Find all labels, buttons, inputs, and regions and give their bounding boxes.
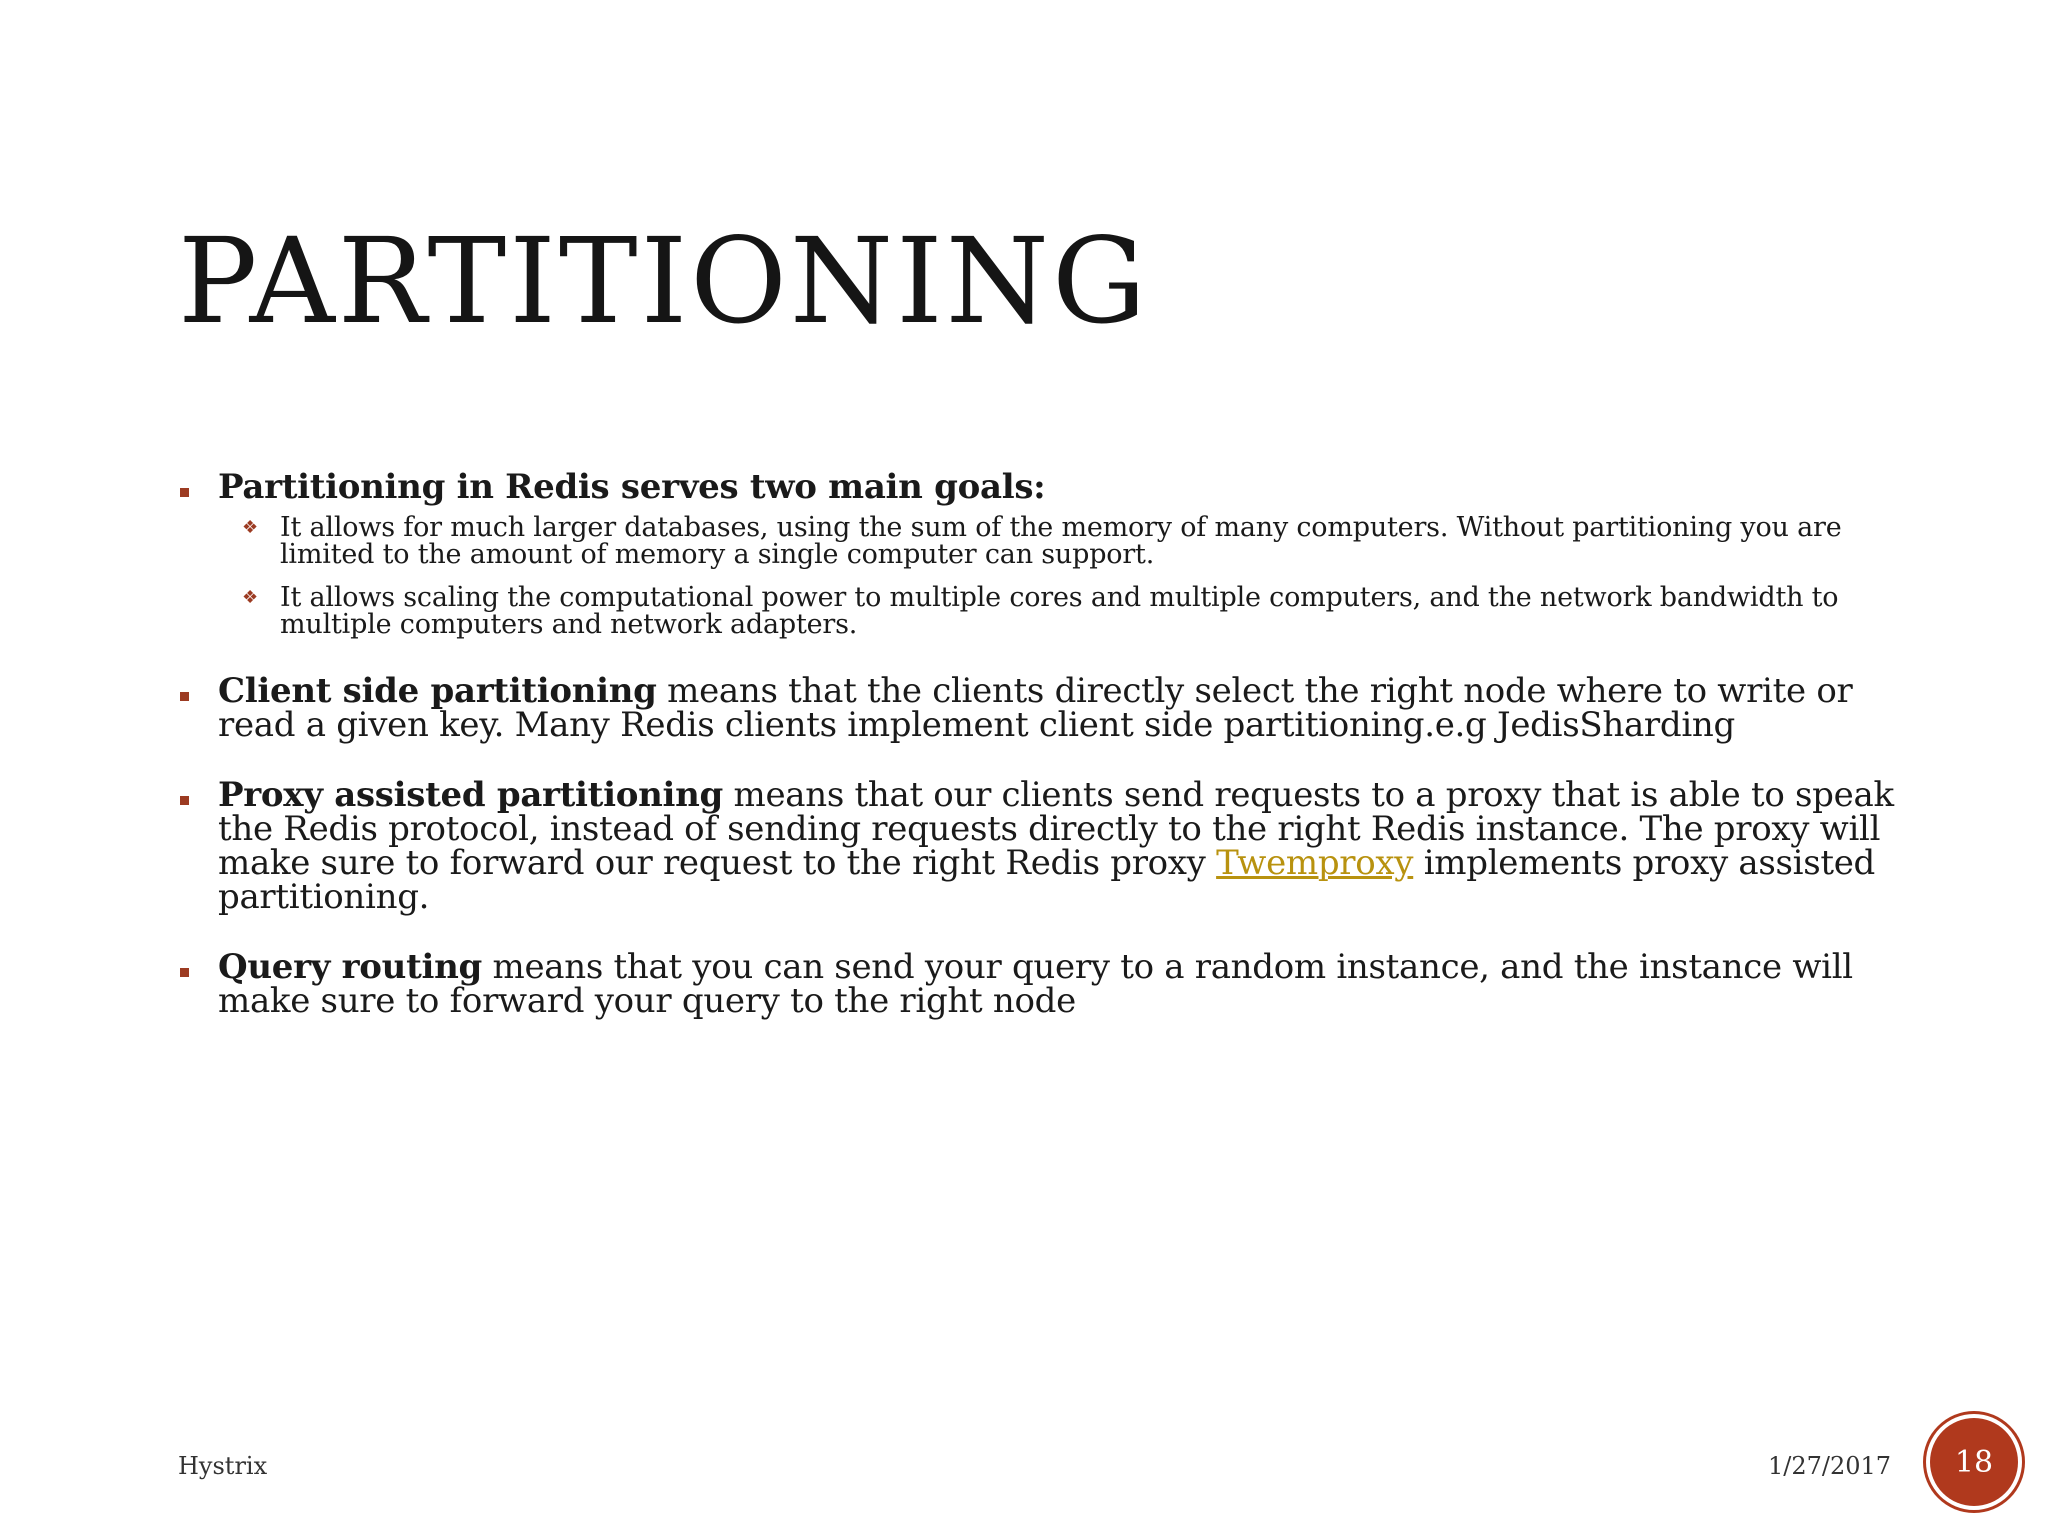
sub-item-text: It allows for much larger databases, using the sum of the memory of many computers. Without partitioning you are limited to the amount of memory a single computer can support. [280,512,1842,570]
bullet-text: means that you can send your query to a random instance, and the instance will make sure to forward your query to the right node [218,947,1853,1021]
sub-item [242,514,1898,568]
bullet-bold: Client side partitioning [218,671,657,711]
page-number: 18 [1954,1444,1994,1480]
diamond-bullet-icon: ❖ [242,587,258,608]
sub-item-text: It allows scaling the computational power to multiple cores and multiple computers, and the network bandwidth to multiple computers and network adapters. [280,582,1839,640]
footer-label: Hystrix [178,1452,268,1480]
twemproxy-link[interactable]: Twemproxy [1216,843,1414,883]
diamond-bullet-icon: ❖ [242,517,258,538]
sub-item [242,584,1898,638]
bullet-bold: Query routing [218,947,482,987]
bullet-text: implements proxy assisted partitioning. [218,843,1875,917]
footer-date: 1/27/2017 [1768,1452,1892,1480]
slide-title: PARTITIONING [178,212,1150,350]
bullet-bold: Proxy assisted partitioning [218,775,724,815]
bullet-item-goals [178,467,1898,640]
slide-content [178,467,1898,1054]
bullet-item-proxy-assisted [178,775,1898,917]
bullet-text: means that the clients directly select the right node where to write or read a given key. Many Redis clients implement client side partitioning.e.g JedisSharding [218,671,1853,745]
bullet-item-query-routing [178,947,1898,1021]
bullet-item-client-side [178,671,1898,745]
bullet-bold: Partitioning in Redis serves two main goals: [218,467,1046,507]
sub-list [218,514,1898,638]
page-number-badge [1930,1418,2018,1506]
bullet-text: means that our clients send requests to a proxy that is able to speak the Redis protocol, instead of sending requests directly to the right Redis instance. The proxy will make sure to forward our request to the right Redis proxy [218,775,1894,883]
